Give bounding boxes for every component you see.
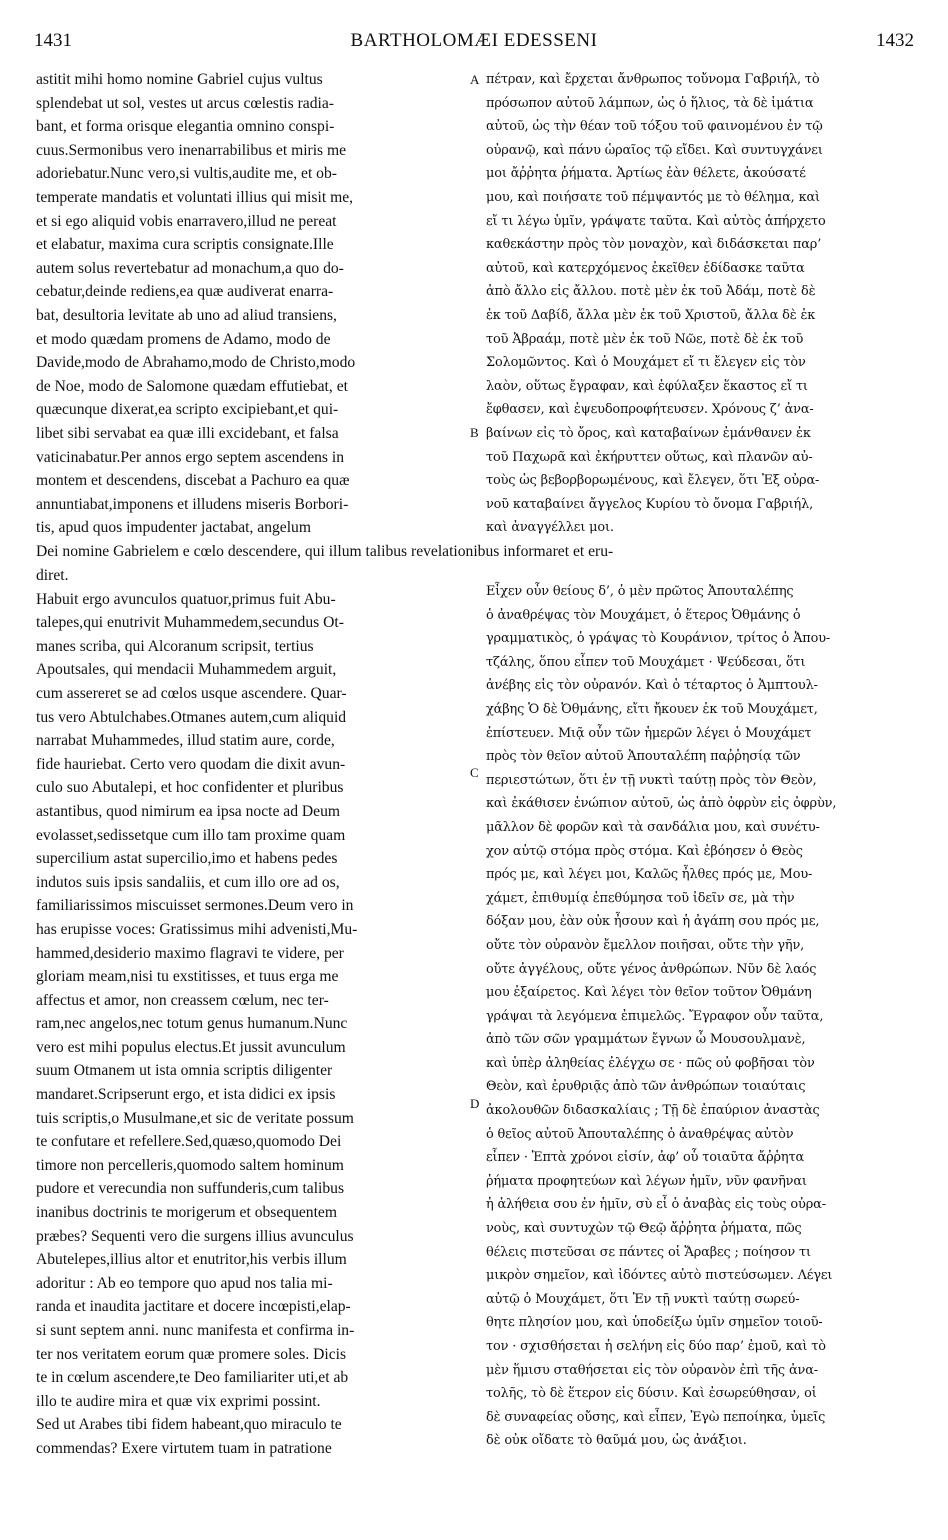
latin-text-line: narrabat Muhammedes, illud statim aure, corde, [36,732,335,750]
greek-text-line: λαὸν, οὕτως ἔγραφαν, καὶ ἐφύλαξεν ἕκαστος εἴ τι [486,378,808,394]
latin-text-line: de Noe, modo de Salomone quædam effutiebat, et [36,377,348,395]
greek-text-line: καὶ ἐκάθισεν ἐνώπιον αὐτοῦ, ὡς ἀπὸ ὀφρὺν εἰς ὀφρὺν, [486,796,837,812]
greek-text-line: δὲ οὐκ οἴδατε τὸ θαῦμά μου, ὡς ἀνάξιοι. [486,1433,747,1449]
latin-text-line: quæcunque dixerat,ea scripto excipiebant,et qui- [36,401,339,419]
latin-text-line: commendas? Exere virtutem tuam in patratione [36,1439,332,1457]
latin-text-line: cebatur,deinde rediens,ea quæ audiverat enarra- [36,283,334,301]
greek-text-line: χάμετ, ἐπιθυμίᾳ ἐπεθύμησα τοῦ ἰδεῖν σε, μὰ τὴν [486,890,795,906]
latin-text-line: cuus.Sermonibus vero inenarrabilibus et miris me [36,141,347,159]
greek-text-line: βαίνων εἰς τὸ ὄρος, καὶ καταβαίνων ἐμάνθανεν ἐκ [486,425,811,441]
latin-text-line: adoritur : Ab eo tempore quo apud nos talia mi- [36,1274,333,1292]
greek-text-line: πρόσωπον αὐτοῦ λάμπων, ὡς ὁ ἥλιος, τὰ δὲ ἱμάτια [486,95,814,111]
latin-text-line: splendebat ut sol, vestes ut arcus cœlestis radia- [36,94,334,112]
greek-text-line: μου, καὶ ποιήσατε τοῦ πέμψαντός με τὸ θέλημα, καὶ [486,189,820,205]
greek-text-line: μου ἐξαίρετος. Καὶ λέγει τὸν θεῖον τοῦτον Ὀθμάνη [486,985,812,1001]
running-title: BARTHOLOMÆI EDESSENI [350,30,598,51]
latin-text-line: fide hauriebat. Certo vero quodam die dixit avun- [36,755,346,773]
greek-text-line: Εἶχεν οὖν θείους δ’, ὁ μὲν πρῶτος Ἀπουταλέπης [486,584,794,599]
latin-text-line: si sunt septem anni. nunc manifesta et confirma in- [36,1322,355,1339]
latin-text-line: Apoutsales, qui mendacii Muhammedem arguit, [36,661,337,679]
latin-text-line: libet sibi servabat ea quæ illi excidebant, et falsa [36,424,339,442]
greek-text-line: ἐπίστευεν. Μιᾷ οὖν τῶν ἡμερῶν λέγει ὁ Μουχάμετ [486,725,812,741]
greek-text-line: τζάλης, ὅπου εἶπεν τοῦ Μουχάμετ · Ψεύδεσαι, ὅτι [486,654,806,670]
latin-text-line: has erupisse voces: Gratissimus mihi advenisti,Mu- [36,920,358,938]
greek-text-line: πρὸς τὸν θεῖον αὐτοῦ Ἀπουταλέπη παῤῥησίᾳ τῶν [486,749,801,765]
greek-text-line: αὐτῷ ὁ Μουχάμετ, ὅτι Ἐν τῇ νυκτὶ ταύτῃ σωρεύ- [486,1291,800,1307]
latin-text-line: pudore et verecundia non suffunderis,cum talibus [36,1180,345,1198]
latin-text-line: evolasset,sedissetque cum illo tam proxime quam [36,826,346,844]
full-width-line: Dei nomine Gabrielem e cœlo descendere, qui illum talibus revelationibus informaret et eru- [36,543,614,560]
latin-text-line: diret. [36,567,69,584]
greek-text-line: νοὺς, καὶ συντυχὼν τῷ Θεῷ ἄῤῥητα ῥήματα, πῶς [486,1221,802,1237]
greek-text-line: δόξαν μου, ἐὰν οὐκ ἦσουν καὶ ἡ ἀγάπη σου πρός με, [486,914,820,930]
greek-text-line: μοι ἄῤῥητα ῥήματα. Ἀρτίως ἐὰν θέλετε, ἀκούσατέ [486,166,806,182]
latin-text-line: cum assereret se ad cœlos usque ascendere. Quar- [36,684,347,702]
latin-text-line: autem solus revertebatur ad monachum,a quo do- [36,259,344,277]
latin-text-line: indutos suis ipsis sandaliis, et cum illo ore ad os, [36,873,340,891]
latin-text-line: mandaret.Scripserunt ergo, et ista didici ex ipsis [36,1086,336,1104]
latin-text-line: Sed ut Arabes tibi fidem habeant,quo miraculo te [36,1416,342,1434]
latin-text-line: ter nos veritatem eorum quæ promere soles. Dicis [36,1345,347,1363]
margin-marker-a: A [470,72,480,87]
latin-text-line: temperate mandatis et voluntati illius qui misit me, [36,188,354,206]
greek-text-line: θέλεις πιστεῦσαι σε πάντες οἱ Ἄραβες ; ποίησον τι [486,1244,811,1260]
latin-text-line: et si ego aliquid vobis enarravero,illud ne pereat [36,212,337,230]
latin-text-line: manes scriba, qui Alcoranum scripsit, tertius [36,637,314,655]
latin-text-line: Abutelepes,illius altor et enutritor,his verbis illum [36,1251,347,1269]
greek-text-line: ῥήματα προφητεύων καὶ λέγων ἡμῖν, νῦν φανῆναι [486,1173,807,1189]
latin-text-line: tuis scriptis,o Musulmane,et sic de veritate possum [36,1109,354,1127]
latin-text-line: montem et descendens, discebat a Pachuro ea quæ [36,472,350,490]
latin-text-line: adoriebatur.Nunc vero,si vultis,audite me, et ob- [36,165,337,183]
latin-text-line: culo suo Abutalepi, et hoc confidenter et pluribus [36,779,344,797]
latin-text-line: vero est mihi populus electus.Et jussit avunculum [36,1038,346,1056]
greek-text-line: τοῦ Παχωρᾶ καὶ ἐκήρυττεν οὕτως, καὶ πλανῶν αὐ- [486,449,813,465]
latin-column-upper [36,68,468,540]
latin-text-line: gloriam meam,nisi tu exstitisses, et tuus erga me [36,968,339,986]
latin-text-line: affectus et amor, non creassem cœlum, nec ter- [36,991,329,1009]
latin-text-line: inanibus doctrinis te morigerum et obsequentem [36,1204,337,1222]
greek-text-line: Σολομῶντος. Καὶ ὁ Μουχάμετ εἴ τι ἔλεγεν εἰς τὸν [486,355,806,371]
greek-text-line: ἀκολουθῶν διδασκαλίαις ; Τῇ δὲ ἐπαύριον ἀναστὰς [486,1103,820,1119]
latin-text-line: talepes,qui enutrivit Muhammedem,secundus Ot- [36,614,344,632]
page-number-right: 1432 [876,30,914,51]
greek-text-line: καὶ ἀναγγέλλει μοι. [486,520,614,536]
greek-text-line: χάβης Ὁ δὲ Ὀθμάνης, εἴτι ἤκουεν ἐκ τοῦ Μουχάμετ, [486,701,818,717]
greek-text-line: γραμματικὸς, ὁ γράψας τὸ Κουράνιον, τρίτος ὁ Ἀπου- [486,631,831,647]
greek-text-line: οὔτε τὸν οὐρανὸν ἔμελλον ποιῆσαι, οὔτε τὴν γῆν, [486,937,805,953]
greek-text-line: πρός με, καὶ λέγει μοι, Καλῶς ἦλθες πρός με, Μου- [486,867,813,883]
greek-text-line: γράψαι τὰ λεγόμενα ἐπιμελῶς. Ἔγραφον οὖν ταῦτα, [486,1008,824,1024]
margin-marker-c: C [470,765,479,780]
greek-text-line: τον · σχισθήσεται ἡ σελήνη εἰς δύο παρ’ ἐμοῦ, καὶ τὸ [486,1339,826,1354]
latin-text-line: et elabatur, maxima cura scriptis consignate.Ille [36,236,334,254]
latin-text-line: te in cœlum ascendere,te Deo familiariter uti,et ab [36,1369,349,1387]
greek-text-line: τοῦ Ἀβραάμ, ποτὲ μὲν ἐκ τοῦ Νῶε, ποτὲ δὲ ἐκ τοῦ [486,331,804,347]
greek-text-line: ἀνέβης εἰς τὸν οὐρανόν. Καὶ ὁ τέταρτος ὁ Ἀμπτουλ- [486,678,818,694]
greek-text-line: Θεὸν, καὶ ἐρυθριᾷς ἀπὸ τῶν ἀνθρώπων τοιαύταις [486,1079,806,1095]
latin-text-line: Davide,modo de Abrahamo,modo de Christo,modo [36,354,356,372]
latin-text-line: hammed,desiderio maximo flagravi te videre, per [36,944,344,962]
greek-text-line: οὔτε ἀγγέλους, οὔτε γένος ἀνθρώπων. Νῦν δὲ λαός [486,961,817,977]
greek-text-line: ἀπὸ τῶν σῶν γραμμάτων ἔγνων ὦ Μουσουλμανὲ, [486,1032,806,1048]
latin-text-line: bant, et forma orisque elegantia omnino conspi- [36,118,335,136]
greek-text-line: ἡ ἀλήθεια σου ἐν ἡμῖν, σὺ εἶ ὁ ἀναβὰς εἰς τοὺς οὐρα- [486,1197,826,1213]
latin-text-line: randa et inaudita jactitare et docere incœpisti,elap- [36,1298,351,1316]
greek-text-line: μὲν ἥμισυ σταθήσεται εἰς τὸν οὐρανὸν ἐπὶ τῆς ἀνα- [486,1362,818,1378]
greek-text-line: ὁ θεῖος αὐτοῦ Ἀπουταλέπης ὁ ἀναθρέψας αὐτὸν [486,1126,794,1142]
greek-column-upper [486,68,918,540]
greek-text-line: μᾶλλον δὲ φορῶν καὶ τὰ σανδάλια μου, καὶ συνέτυ- [486,819,820,835]
greek-text-line: καὶ ὑπὲρ ἀληθείας ἐλέγχω σε · πῶς οὐ φοβῆσαι τὸν [486,1055,815,1071]
greek-text-line: ἔφθασεν, καὶ ἐψευδοπροφήτευσεν. Χρόνους ζ’ ἀνα- [486,402,814,418]
latin-text-line: astantibus, quod nimirum ea ipsa nocte ad Deum [36,802,341,820]
running-header [34,30,914,56]
greek-text-line: αὐτοῦ, καὶ κατερχόμενος ἐκεῖθεν ἐδίδασκε ταῦτα [486,260,805,276]
margin-marker-b: B [470,425,479,440]
latin-text-line: Habuit ergo avunculos quatuor,primus fuit Abu- [36,590,336,608]
latin-text-line: et modo quædam promens de Adamo, modo de [36,330,331,348]
latin-text-line: astitit mihi homo nomine Gabriel cujus vultus [36,71,323,88]
greek-text-line: χον αὐτῷ στόμα πρὸς στόμα. Καὶ ἐβόησεν ὁ Θεὸς [486,843,803,859]
greek-text-line: οὐρανῷ, καὶ πάνυ ὡραῖος τῷ εἴδει. Καὶ συντυγχάνει [486,142,823,158]
greek-column-lower [486,580,918,1453]
greek-text-line: μικρὸν σημεῖον, καὶ ἰδόντες αὐτὸ πιστεύσωμεν. Λέγει [486,1268,833,1284]
greek-text-line: εἶπεν · Ἑπτὰ χρόνοι εἰσίν, ἀφ’ οὗ τοιαῦτα ἄῤῥητα [486,1150,805,1166]
greek-text-line: τοὺς ὡς βεβορβορωμένους, καὶ ἔλεγεν, ὅτι Ἐξ οὐρα- [486,473,820,489]
latin-text-line: ram,nec angelos,nec totum genus humanum.Nunc [36,1015,348,1033]
greek-text-line: θητε πλησίον μου, καὶ ὑποδείξω ὑμῖν σημεῖον τοιοῦ- [486,1315,823,1331]
margin-marker-d: D [470,1096,480,1111]
greek-text-line: πέτραν, καὶ ἔρχεται ἄνθρωπος τοὔνομα Γαβριήλ, τὸ [486,72,820,87]
latin-text-line: suum Otmanem ut ista omnia scriptis diligenter [36,1062,333,1080]
latin-text-line: præbes? Sequenti vero die surgens illius avunculus [36,1227,354,1245]
latin-text-line: annuntiabat,imponens et illudens miseris Borbori- [36,495,349,513]
greek-text-line: τολῆς, τὸ δὲ ἕτερον εἰς δύσιν. Καὶ ἐσωρεύθησαν, οἱ [486,1386,817,1402]
greek-text-line: εἴ τι λέγω ὑμῖν, γράψατε ταῦτα. Καὶ αὐτὸς ἀπήρχετο [486,213,826,229]
latin-text-line: tis, apud quos impudenter jactabat, angelum [36,519,311,537]
page-number-left: 1431 [34,30,72,51]
latin-text-line: timore non percelleris,quomodo saltem hominum [36,1156,344,1174]
latin-text-line: familiarissimos miscuisset sermones.Deum vero in [36,897,354,915]
latin-text-line: tus vero Abtulchabes.Otmanes autem,cum aliquid [36,708,347,726]
greek-text-line: περιεστώτων, ὅτι ἐν τῇ νυκτὶ ταύτῃ πρὸς τὸν Θεὸν, [486,772,817,788]
greek-text-line: νοῦ καταβαίνει ἄγγελος Κυρίου τὸ ὄνομα Γαβριήλ, [486,496,814,512]
greek-text-line: δὲ συναφείας οὔσης, καὶ εἶπεν, Ἐγὼ πεποίηκα, ὑμεῖς [486,1409,826,1425]
greek-text-line: καθεκάστην πρὸς τὸν μοναχὸν, καὶ διδάσκεται παρ’ [486,237,822,253]
greek-text-line: αὐτοῦ, ὡς τὴν θέαν τοῦ τόξου τοῦ φαινομένου ἐν τῷ [486,119,823,135]
latin-column-lower [36,564,468,1461]
latin-text-line: te confutare et refellere.Sed,quæso,quomodo Dei [36,1133,342,1151]
latin-text-line: bat, desultoria levitate ab uno ad aliud transiens, [36,306,337,324]
latin-text-line: illo te audire mira et quæ vix exprimi possint. [36,1392,321,1410]
latin-text-line: vaticinabatur.Per annos ergo septem ascendens in [36,448,345,466]
greek-text-line: ἐκ τοῦ Δαβίδ, ἄλλα μὲν ἐκ τοῦ Χριστοῦ, ἄλλα δὲ ἐκ [486,307,816,323]
latin-text-line: supercilium astat supercilio,imo et habens pedes [36,850,338,868]
greek-text-line: ὁ ἀναθρέψας τὸν Μουχάμετ, ὁ ἕτερος Ὀθμάνης ὁ [486,607,801,623]
greek-text-line: ἀπὸ ἄλλο εἰς ἄλλου. ποτὲ μὲν ἐκ τοῦ Ἀδάμ, ποτὲ δὲ [486,284,816,300]
